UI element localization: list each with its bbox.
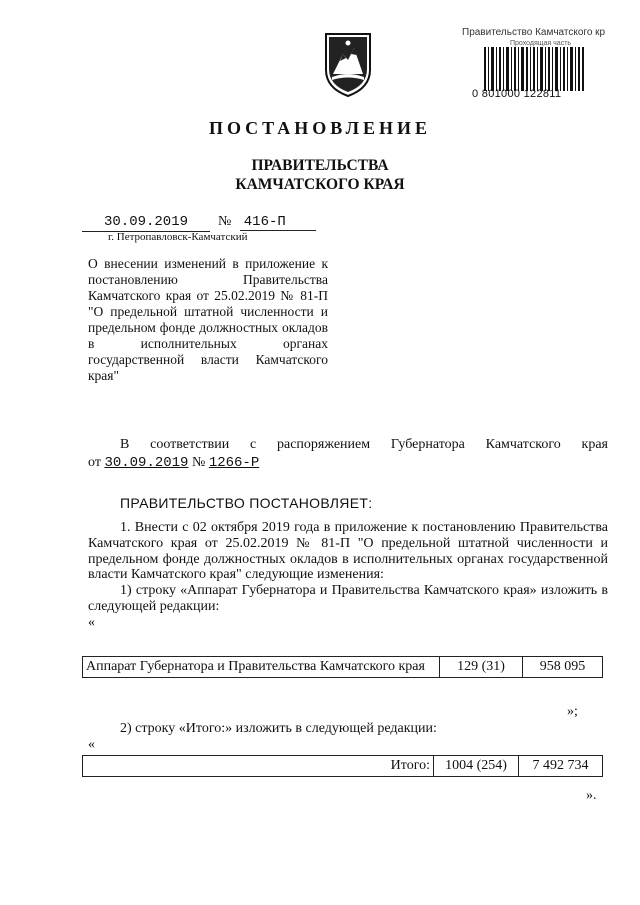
cell-fund: 958 095 [523, 657, 603, 678]
open-quote-2: « [88, 737, 95, 752]
close-quote-1: »; [567, 704, 578, 719]
order-number: 1266-Р [208, 455, 260, 471]
document-title: ПОСТАНОВЛЕНИЕ [208, 118, 432, 138]
kamchatka-emblem-icon [323, 30, 373, 98]
cell-total-count: 1004 (254) [434, 756, 519, 777]
order-date: 30.09.2019 [104, 455, 189, 471]
document-subject: О внесении изменений в приложение к постановлению Правительства Камчатского края от 25.02.2019 № 81-П "О предельной штатной численности и предельном фонде должностных окладов в исполнительных органах государственной власти Камчатского края" [88, 256, 328, 383]
document-issuer [0, 156, 640, 194]
table-row [83, 657, 603, 678]
cell-total-label: Итого: [83, 756, 434, 777]
table-row [83, 756, 603, 777]
preamble-ot: от [88, 455, 101, 470]
preamble [88, 436, 608, 472]
issuer-line-2: КАМЧАТСКОГО КРАЯ [235, 176, 405, 193]
document-city: г. Петропавловск-Камчатский [108, 231, 248, 243]
table-total [82, 755, 603, 777]
barcode-number: 0 801000 122811 [472, 88, 562, 100]
item-1-2-text: 2) строку «Итого:» изложить в следующей редакции: [120, 721, 437, 736]
document-date: 30.09.2019 [82, 214, 210, 232]
barcode-icon [484, 47, 584, 91]
decree-heading: ПРАВИТЕЛЬСТВО ПОСТАНОВЛЯЕТ: [120, 495, 373, 511]
table-staff-apparatus [82, 656, 603, 678]
registration-stamp-org: Правительство Камчатского кр [462, 27, 606, 38]
issuer-line-1: ПРАВИТЕЛЬСТВА [251, 157, 389, 174]
item-1-2 [88, 721, 437, 753]
item-1: 1. Внести с 02 октября 2019 года в приложение к постановлению Правительства Камчатского края от 25.02.2019 № 81-П "О предельной штатной численности и предельном фонде должностных окладов в исполнительных органах государственной власти Камчатского края" следующие изменения: [88, 520, 608, 583]
cell-count: 129 (31) [440, 657, 523, 678]
cell-total-fund: 7 492 734 [519, 756, 603, 777]
open-quote-1: « [88, 614, 95, 630]
order-number-sign: № [191, 455, 206, 470]
preamble-line-2 [88, 454, 608, 472]
document-date-number [82, 214, 316, 232]
number-sign: № [218, 214, 232, 229]
document-number: 416-П [240, 214, 316, 231]
registration-stamp-sub: Проходящая часть [510, 40, 572, 47]
preamble-line-1: В соответствии с распоряжением Губернатора Камчатского края [120, 437, 608, 452]
cell-name: Аппарат Губернатора и Правительства Камчатского края [83, 657, 440, 678]
document-body [88, 520, 608, 631]
close-quote-2: ». [586, 788, 597, 803]
item-1-1: 1) строку «Аппарат Губернатора и Правительства Камчатского края» изложить в следующей редакции: [88, 583, 608, 614]
